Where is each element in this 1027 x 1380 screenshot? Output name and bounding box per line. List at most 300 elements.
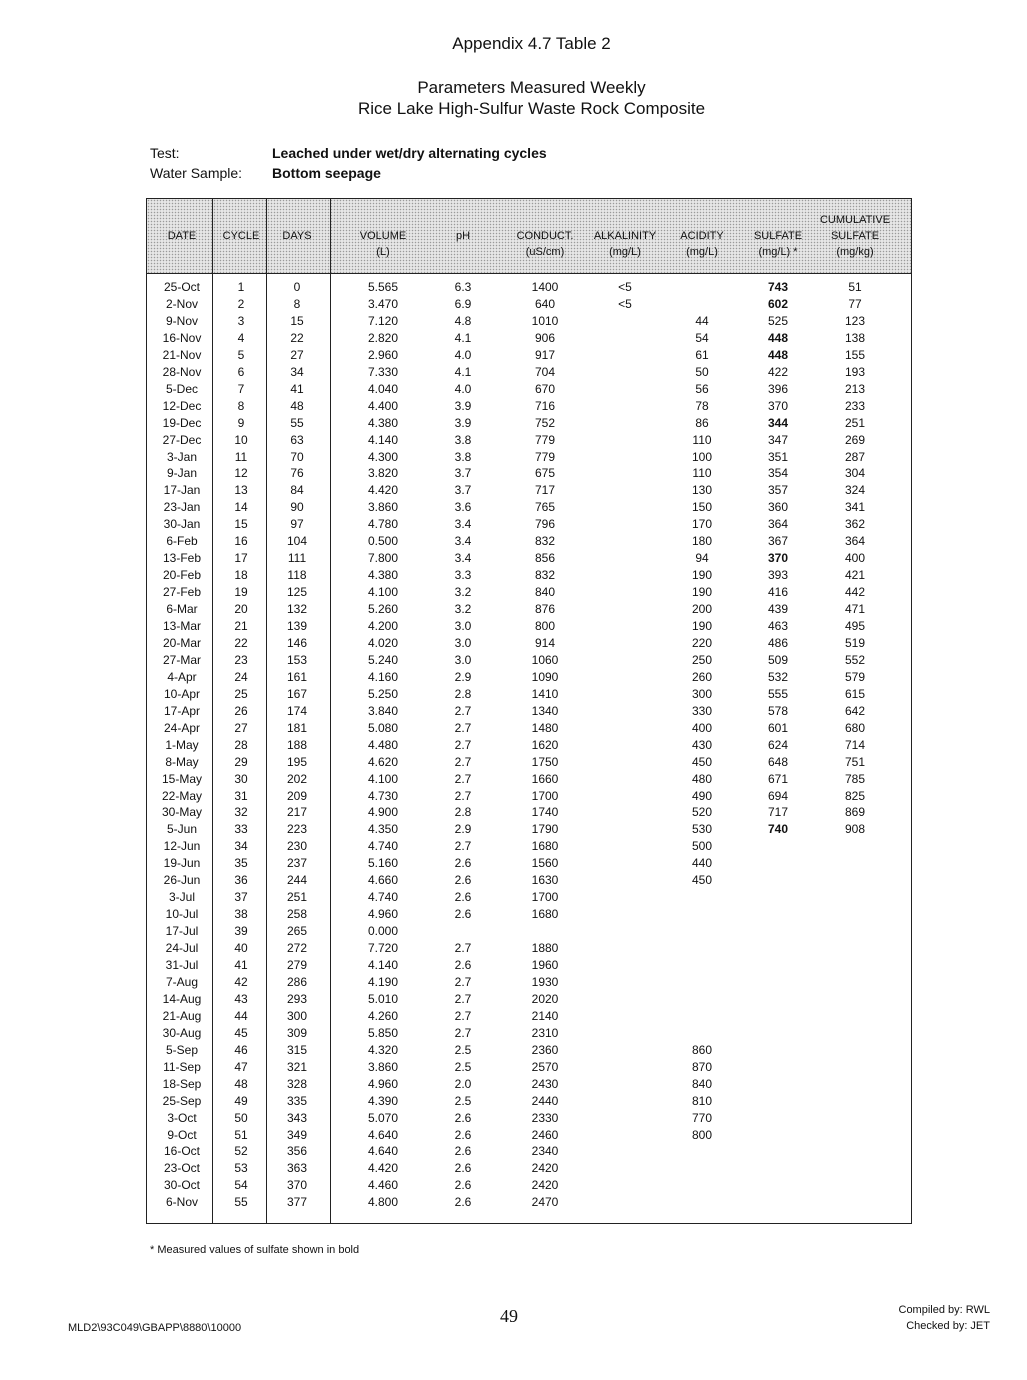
cell-cumulative-sulfate: 324 [844,483,866,498]
cell-ph: 2.7 [454,703,472,718]
cell-cumulative-sulfate: 251 [844,415,866,430]
cell-days: 111 [287,551,307,566]
column-header-text: CUMULATIVE [819,214,891,226]
table-row [147,889,911,906]
cell-cumulative-sulfate: 287 [844,449,866,464]
table-row [147,1093,911,1110]
cell-date: 30-Oct [163,1178,200,1193]
cell-ph: 2.9 [454,669,472,684]
cell-days: 104 [286,534,308,549]
cell-volume: 0.500 [367,534,399,549]
cell-acidity: 800 [691,1127,713,1142]
cell-cycle: 1 [237,280,245,294]
table-row [147,821,911,838]
table-row [147,974,911,991]
table-row [147,652,911,669]
cell-ph: 2.6 [454,1110,472,1125]
cell-ph: 2.5 [454,1093,472,1108]
cell-date: 18-Sep [162,1076,202,1091]
cell-acidity: 150 [691,500,713,515]
cell-sulfate: 448 [767,347,789,362]
cell-volume: 5.850 [367,1025,399,1040]
table-row [147,516,911,533]
cell-conductivity: 2440 [531,1093,559,1108]
cell-conductivity: 1400 [531,280,559,294]
cell-days: 230 [286,839,308,854]
cell-conductivity: 2340 [531,1144,559,1159]
cell-cycle: 28 [234,737,248,752]
cell-sulfate: 509 [767,652,789,667]
cell-sulfate: 694 [767,788,789,803]
cell-acidity: 44 [695,313,709,328]
cell-date: 10-Apr [163,686,201,701]
cell-cycle: 16 [234,534,248,549]
cell-date: 16-Oct [163,1144,200,1159]
cell-sulfate: 370 [767,398,789,413]
cell-days: 293 [286,991,308,1006]
cell-cycle: 23 [234,652,248,667]
cell-conductivity: 800 [534,619,556,633]
cell-cycle: 7 [237,381,245,396]
cell-volume: 0.000 [367,924,399,939]
table-row [147,1143,911,1160]
cell-acidity: 490 [691,788,713,803]
cell-cumulative-sulfate: 193 [844,364,866,379]
cell-volume: 7.120 [367,313,399,328]
cell-conductivity: 765 [534,500,556,515]
column-header-text: (uS/cm) [525,246,565,258]
cell-acidity: 860 [691,1042,713,1057]
cell-ph: 3.9 [454,398,472,413]
cell-cumulative-sulfate: 304 [844,466,866,481]
cell-ph: 3.2 [454,585,472,600]
cell-cumulative-sulfate: 51 [848,280,862,294]
cell-cumulative-sulfate: 213 [844,381,866,396]
cell-conductivity: 2470 [531,1195,559,1210]
table-row [147,550,911,567]
cell-ph: 3.6 [454,500,472,515]
cell-conductivity: 1060 [531,652,559,667]
cell-days: 118 [287,568,307,583]
cell-volume: 5.260 [367,602,399,617]
cell-ph: 4.1 [454,364,472,379]
sample-label: Water Sample: [150,165,243,181]
cell-conductivity: 752 [534,415,556,430]
cell-acidity: 870 [691,1059,713,1074]
cell-cumulative-sulfate: 495 [844,619,866,633]
cell-cycle: 22 [234,635,248,650]
cell-cumulative-sulfate: 362 [844,517,866,532]
cell-cumulative-sulfate: 341 [844,500,866,515]
compiled-block [880,1302,990,1334]
cell-ph: 2.5 [454,1059,472,1074]
cell-date: 30-Jan [163,517,201,532]
cell-sulfate: 416 [767,585,789,600]
cell-ph: 3.4 [454,534,472,549]
cell-days: 244 [286,873,308,888]
cell-days: 70 [290,449,304,464]
cell-conductivity: 856 [534,551,556,566]
cell-volume: 2.820 [367,330,399,345]
cell-conductivity: 832 [534,534,556,549]
cell-conductivity: 717 [534,483,556,498]
cell-volume: 4.020 [367,635,399,650]
table-row [147,838,911,855]
cell-days: 76 [290,466,304,481]
cell-volume: 4.300 [367,449,399,464]
cell-cycle: 51 [234,1127,248,1142]
cell-ph: 2.6 [454,873,472,888]
column-header-text: pH [455,230,471,242]
cell-cycle: 31 [234,788,248,803]
cell-volume: 5.250 [367,686,399,701]
cell-days: 251 [286,890,308,905]
column-header-text: ACIDITY [680,230,724,242]
cell-cumulative-sulfate: 233 [844,398,866,413]
cell-conductivity: 704 [534,364,556,379]
cell-ph: 2.6 [454,890,472,905]
cell-date: 6-Feb [166,534,198,549]
table-row [147,669,911,686]
cell-days: 223 [286,822,308,837]
cell-ph: 2.8 [454,686,472,701]
table-row [147,415,911,432]
cell-ph: 2.6 [454,1161,472,1176]
column-header-cumulative-sulfate [810,199,900,273]
cell-conductivity: 640 [534,296,556,311]
cell-date: 7-Aug [165,974,199,989]
cell-days: 90 [290,500,304,515]
cell-date: 8-May [165,754,199,769]
table-row [147,533,911,550]
cell-date: 27-Dec [162,432,202,447]
cell-sulfate: 396 [767,381,789,396]
cell-acidity: 450 [691,873,713,888]
cell-conductivity: 914 [534,635,556,650]
cell-days: 286 [286,974,308,989]
cell-volume: 4.640 [367,1127,399,1142]
cell-date: 3-Jul [168,890,195,905]
cell-conductivity: 1960 [531,958,559,972]
cell-volume: 4.960 [367,1076,399,1091]
cell-conductivity: 2420 [531,1178,559,1193]
cell-date: 1-May [165,737,199,752]
cell-cumulative-sulfate: 680 [844,720,866,735]
cell-cycle: 44 [234,1008,248,1023]
cell-volume: 4.480 [367,737,399,752]
cell-cycle: 50 [234,1110,248,1125]
cell-ph: 2.7 [454,771,472,786]
cell-acidity: 190 [691,585,713,600]
cell-sulfate: 448 [767,330,789,345]
cell-date: 5-Dec [165,381,198,396]
cell-conductivity: 1410 [531,686,559,701]
cell-sulfate: 717 [767,805,789,820]
cell-conductivity: 1660 [531,771,559,786]
cell-cycle: 38 [234,907,248,922]
cell-cycle: 3 [237,313,245,328]
cell-cycle: 12 [234,466,248,481]
column-header-text: DAYS [282,230,312,242]
cell-acidity: 110 [692,432,712,447]
cell-ph: 3.4 [454,517,472,532]
cell-volume: 4.800 [367,1195,399,1210]
cell-acidity: 100 [691,449,713,464]
cell-cycle: 19 [234,585,248,600]
cell-ph: 2.6 [454,1178,472,1193]
cell-days: 309 [286,1025,308,1040]
table-row [147,1127,911,1144]
cell-ph: 4.1 [454,330,472,345]
cell-cycle: 25 [234,686,248,701]
cell-ph: 2.7 [454,788,472,803]
table-row [147,737,911,754]
column-header-conductivity [500,199,590,273]
cell-sulfate: 648 [767,754,789,769]
column-header-text: CYCLE [222,230,260,242]
cell-acidity: 78 [695,398,709,413]
cell-volume: 5.010 [367,991,399,1006]
cell-ph: 2.7 [454,737,472,752]
cell-date: 13-Mar [162,619,201,633]
cell-cycle: 6 [237,364,245,379]
cell-ph: 3.7 [454,483,472,498]
cell-ph: 3.0 [454,652,472,667]
cell-days: 188 [286,737,308,752]
cell-acidity: 190 [691,619,713,633]
cell-conductivity: 1740 [531,805,559,820]
cell-ph: 2.6 [454,1144,472,1159]
cell-date: 17-Apr [163,703,201,718]
cell-cycle: 35 [234,856,248,871]
cell-volume: 4.960 [367,907,399,922]
cell-days: 174 [286,703,308,718]
sample-value: Bottom seepage [272,165,381,181]
table-row [147,771,911,788]
cell-date: 3-Jan [166,449,198,464]
cell-cycle: 49 [234,1093,248,1108]
cell-conductivity: 1700 [531,788,559,803]
cell-volume: 4.390 [367,1093,399,1108]
cell-acidity: 200 [691,602,713,617]
cell-cumulative-sulfate: 123 [844,313,866,328]
cell-ph: 3.7 [454,466,472,481]
column-header-text [500,212,590,228]
cell-days: 363 [286,1161,308,1176]
cell-ph: 2.0 [454,1076,472,1091]
cell-conductivity: 2360 [531,1042,559,1057]
cell-ph: 4.0 [454,347,472,362]
cell-conductivity: 1750 [531,754,559,769]
cell-sulfate: 743 [767,280,789,294]
table-row [147,449,911,466]
cell-days: 265 [286,924,308,939]
table-row [147,940,911,957]
table-row [147,1160,911,1177]
cell-sulfate: 463 [767,619,789,633]
cell-date: 9-Nov [165,313,198,328]
cell-volume: 5.565 [367,280,399,294]
cell-sulfate: 602 [767,296,789,311]
cell-days: 209 [286,788,308,803]
cell-acidity: 450 [691,754,713,769]
cell-sulfate: 364 [767,517,789,532]
cell-cycle: 15 [234,517,248,532]
table-row [147,364,911,381]
cell-volume: 4.400 [367,398,399,413]
cell-conductivity: 670 [534,381,556,396]
cell-cycle: 8 [237,398,245,413]
cell-acidity: 86 [695,415,709,430]
cell-conductivity: 1680 [531,839,559,854]
cell-conductivity: 906 [534,330,556,345]
cell-date: 15-May [161,771,202,786]
cell-volume: 4.660 [367,873,399,888]
cell-volume: 4.190 [367,974,399,989]
cell-acidity: 61 [695,347,709,362]
cell-date: 19-Jun [163,856,201,871]
cell-acidity: 440 [691,856,713,871]
cell-acidity: 810 [691,1093,713,1108]
table-row [147,720,911,737]
cell-cycle: 14 [234,500,248,515]
table-row [147,584,911,601]
cell-volume: 5.080 [367,720,399,735]
cell-volume: 3.840 [367,703,399,718]
cell-cycle: 52 [234,1144,248,1159]
table-row [147,279,911,296]
cell-cumulative-sulfate: 77 [848,296,862,311]
cell-volume: 3.860 [367,1059,399,1074]
cell-days: 202 [286,771,308,786]
cell-days: 279 [286,958,308,972]
cell-volume: 4.260 [367,1008,399,1023]
cell-cycle: 37 [234,890,248,905]
cell-acidity: 480 [691,771,713,786]
cell-days: 237 [286,856,308,871]
cell-cumulative-sulfate: 364 [844,534,866,549]
cell-days: 8 [293,296,301,311]
cell-acidity: 130 [691,483,713,498]
table-row [147,499,911,516]
table-row [147,686,911,703]
cell-sulfate: 740 [767,822,789,837]
cell-date: 10-Jul [165,907,199,922]
cell-date: 17-Jul [165,924,199,939]
cell-days: 84 [290,483,304,498]
cell-date: 27-Feb [162,585,202,600]
cell-acidity: 50 [695,364,709,379]
cell-cycle: 13 [234,483,248,498]
cell-cumulative-sulfate: 579 [844,669,866,684]
column-header-text: SULFATE [753,230,803,242]
cell-conductivity: 1880 [531,941,559,956]
cell-volume: 4.380 [367,415,399,430]
cell-date: 30-May [161,805,202,820]
compiled-by: Compiled by: RWL [898,1304,990,1316]
table-row [147,432,911,449]
cell-cumulative-sulfate: 615 [844,686,866,701]
cell-volume: 4.320 [367,1042,399,1057]
cell-cycle: 54 [234,1178,248,1193]
cell-volume: 4.730 [367,788,399,803]
cell-date: 5-Sep [165,1042,199,1057]
cell-ph: 2.9 [454,822,472,837]
table-row [147,1194,911,1211]
table-header [147,199,911,274]
cell-sulfate: 393 [767,568,789,583]
cell-acidity: 770 [691,1110,713,1125]
table-row [147,1042,911,1059]
cell-days: 356 [286,1144,308,1159]
cell-volume: 4.420 [367,1161,399,1176]
cell-days: 181 [286,720,308,735]
table-row [147,330,911,347]
cell-date: 24-Apr [163,720,201,735]
checked-by: Checked by: JET [906,1320,990,1332]
cell-ph: 6.9 [454,296,472,311]
table-row [147,1076,911,1093]
cell-volume: 5.240 [367,652,399,667]
cell-date: 3-Oct [167,1110,197,1125]
column-header-text: (mg/L) [609,246,641,258]
cell-volume: 4.620 [367,754,399,769]
cell-cycle: 2 [237,296,245,311]
cell-date: 19-Dec [162,415,202,430]
cell-days: 167 [286,686,308,701]
cell-conductivity: 1790 [531,822,559,837]
column-header-text: CONDUCT. [516,230,574,242]
cell-days: 321 [286,1059,308,1074]
column-header-volume [338,199,428,273]
cell-date: 9-Jan [166,466,198,481]
cell-cycle: 24 [234,669,248,684]
cell-sulfate: 370 [767,551,789,566]
cell-date: 13-Feb [162,551,202,566]
column-header-text: (mg/kg) [836,246,874,258]
cell-cumulative-sulfate: 442 [844,585,866,600]
column-header-text: ALKALINITY [593,230,657,242]
table-row [147,991,911,1008]
cell-acidity: 430 [691,737,713,752]
cell-ph: 2.6 [454,856,472,871]
cell-volume: 4.350 [367,822,399,837]
cell-ph: 3.3 [454,568,472,583]
cell-sulfate: 360 [767,500,789,515]
cell-conductivity: 2140 [531,1008,559,1023]
cell-volume: 4.140 [367,432,399,447]
cell-sulfate: 347 [767,432,789,447]
cell-conductivity: 675 [534,466,556,481]
cell-volume: 4.420 [367,483,399,498]
cell-conductivity: 1090 [531,669,559,684]
cell-ph: 2.8 [454,805,472,820]
cell-cycle: 20 [234,602,248,617]
cell-conductivity: 2310 [531,1025,559,1040]
cell-cycle: 39 [234,924,248,939]
cell-cycle: 11 [234,449,248,464]
cell-volume: 4.160 [367,669,399,684]
cell-conductivity: 840 [534,585,556,600]
cell-conductivity: 2570 [531,1059,559,1074]
cell-acidity: 54 [695,330,709,345]
cell-sulfate: 555 [767,686,789,701]
cell-conductivity: 779 [534,432,556,447]
cell-sulfate: 624 [767,737,789,752]
cell-cumulative-sulfate: 138 [844,330,866,345]
cell-cycle: 47 [234,1059,248,1074]
column-header-text: DATE [167,230,197,242]
